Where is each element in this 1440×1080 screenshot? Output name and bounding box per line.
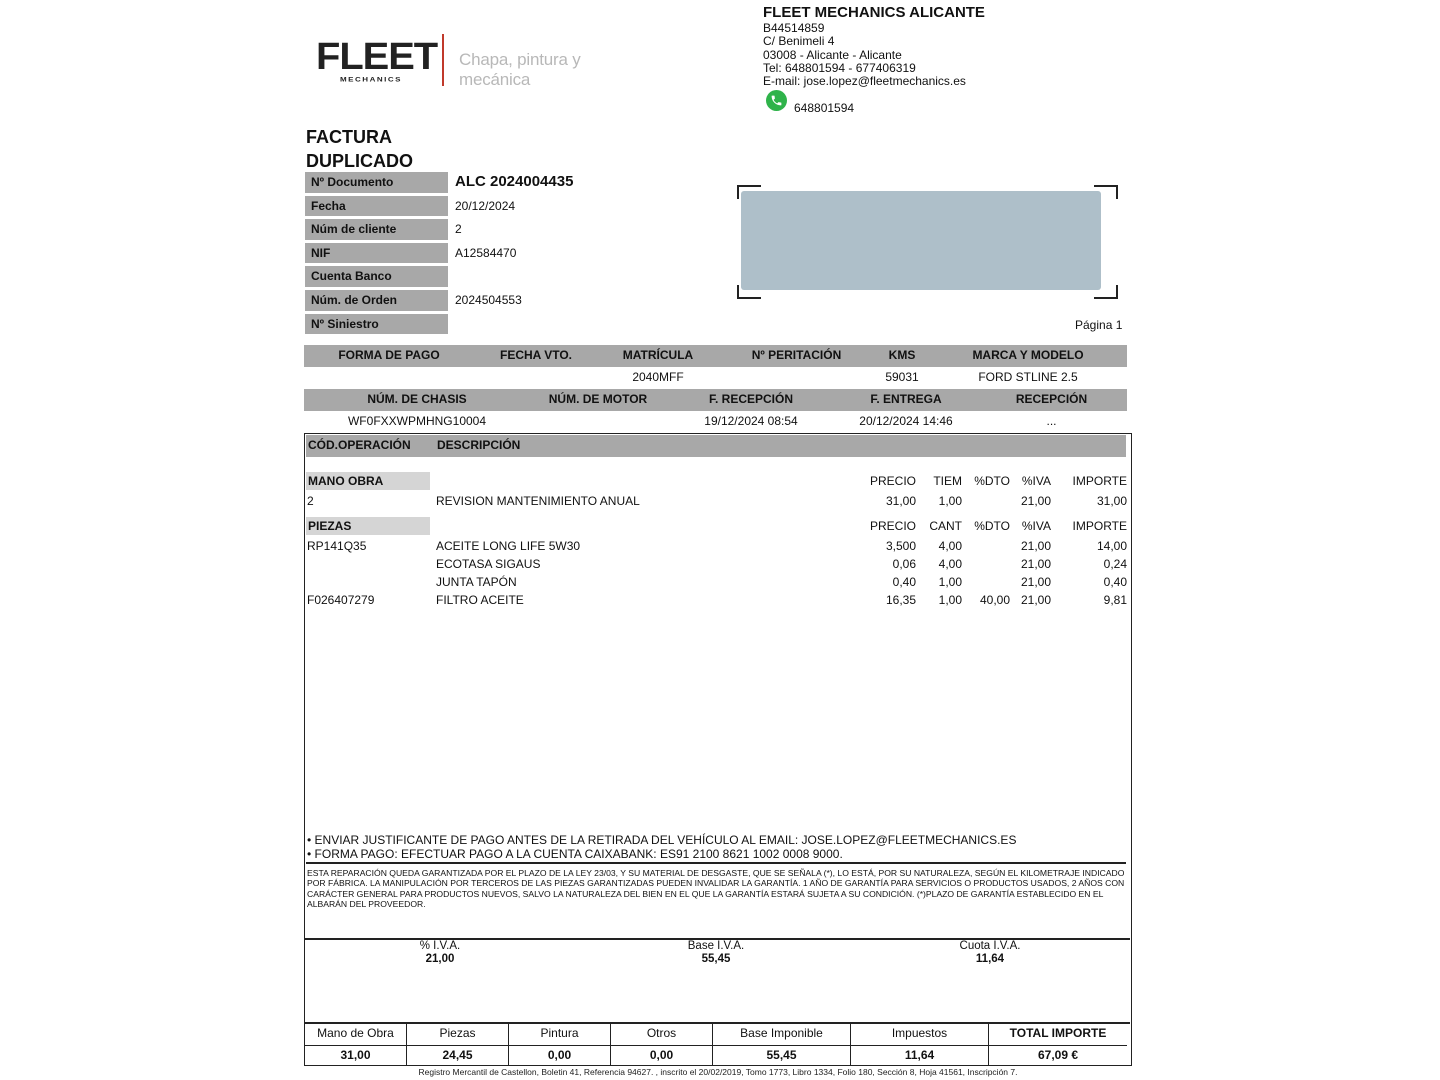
op-cant: 1,00	[938, 494, 962, 508]
total-base-imponible: 55,45	[713, 1045, 851, 1066]
invoice-meta-table	[305, 172, 735, 337]
col-cod-operacion: CÓD.OPERACIÓN	[308, 438, 411, 452]
peritacion-value	[718, 367, 875, 389]
meta-row-orden	[305, 290, 735, 314]
meta-value: A12584470	[455, 245, 517, 260]
meta-label: Nº Siniestro	[305, 314, 448, 338]
title-factura: FACTURA	[306, 127, 392, 147]
op-iva: 21,00	[1020, 557, 1051, 571]
op-desc: FILTRO ACEITE	[436, 593, 524, 607]
company-logo	[316, 38, 656, 94]
logo-brand: FLEET	[316, 36, 438, 78]
redacted-client-address	[741, 191, 1101, 290]
meta-label: Núm. de Orden	[305, 290, 448, 314]
client-address-frame	[737, 185, 1118, 299]
company-cif: B44514859	[763, 21, 825, 35]
col-header: RECEPCIÓN	[976, 389, 1127, 411]
total-otros: 0,00	[611, 1045, 713, 1066]
chasis-value: WF0FXXWPMHNG10004	[347, 414, 487, 428]
total-header: Mano de Obra	[305, 1024, 407, 1045]
kms-value: 59031	[885, 370, 919, 384]
col-header: Nº PERITACIÓN	[718, 345, 875, 367]
col-header: MATRÍCULA	[598, 345, 718, 367]
op-iva: 21,00	[1020, 539, 1051, 553]
col-header: FECHA VTO.	[474, 345, 598, 367]
op-importe: 9,81	[1103, 593, 1127, 607]
iva-percent-value: 21,00	[425, 953, 455, 965]
logo-tagline: Chapa, pintura y mecánica	[459, 50, 581, 89]
meta-row-nif	[305, 243, 735, 267]
whatsapp-icon	[766, 90, 787, 111]
iva-cuota-label: Cuota I.V.A.	[959, 940, 1021, 952]
op-precio: 0,40	[892, 575, 916, 589]
table-row	[305, 573, 1127, 591]
company-name: FLEET MECHANICS ALICANTE	[763, 4, 985, 21]
company-phone: Tel: 648801594 - 677406319	[763, 60, 916, 75]
col-importe: IMPORTE	[1072, 474, 1127, 488]
title-duplicado: DUPLICADO	[306, 151, 413, 171]
op-precio: 31,00	[885, 494, 916, 508]
total-importe: 67,09 €	[989, 1045, 1127, 1066]
mano-obra-headers	[305, 472, 1127, 490]
op-code: F026407279	[307, 593, 375, 607]
col-header: FORMA DE PAGO	[304, 345, 474, 367]
iva-percent-label: % I.V.A.	[419, 940, 461, 952]
col-iva: %IVA	[1021, 519, 1051, 533]
document-title	[306, 125, 413, 173]
op-code: RP141Q35	[307, 539, 367, 553]
op-desc: JUNTA TAPÓN	[436, 575, 517, 589]
op-cant: 1,00	[938, 593, 962, 607]
note-email: • ENVIAR JUSTIFICANTE DE PAGO ANTES DE LA RETIRADA DEL VEHÍCULO AL EMAIL: JOSE.LOPEZ@FLEETMECHANICS.ES	[307, 833, 1017, 847]
company-info	[763, 5, 985, 88]
meta-value: 2	[455, 222, 462, 237]
op-importe: 14,00	[1096, 539, 1127, 553]
op-desc: ACEITE LONG LIFE 5W30	[436, 539, 581, 553]
op-cant: 1,00	[938, 575, 962, 589]
total-mano-obra: 31,00	[305, 1045, 407, 1066]
section-piezas: PIEZAS	[306, 517, 430, 535]
op-precio: 0,06	[892, 557, 916, 571]
col-dto: %DTO	[974, 519, 1010, 533]
meta-value	[448, 314, 455, 338]
meta-row-documento	[305, 172, 735, 196]
divider	[306, 862, 1126, 864]
recepcion-value: ...	[1046, 414, 1057, 428]
col-header: MARCA Y MODELO	[929, 345, 1127, 367]
total-pintura: 0,00	[509, 1045, 611, 1066]
entrega-date-value: 20/12/2024 14:46	[859, 414, 953, 428]
total-impuestos: 11,64	[851, 1045, 989, 1066]
document-number: ALC 2024004435	[455, 173, 574, 190]
warranty-text: ESTA REPARACIÓN QUEDA GARANTIZADA POR EL PLAZO DE LA LEY 23/03, Y SU MATERIAL DE DESGASTE, QUE SE SEÑALA (*), LO ESTÁ, POR SU NATURALEZA, SEGÚN EL KILOMETRAJE INDICADO POR FÁBRICA. LA MANIPULACIÓN POR TERCEROS DE LAS PIEZAS GARANTIZADAS PUEDEN INVALIDAR LA GARANTÍA. 1 AÑO DE GARANTÍA PARA SERVICIOS O PRODUCTOS USADOS, 2 AÑOS CON CARÁCTER GENERAL PARA PRODUCTOS NUEVOS, SALVO LA NATURALEZA DEL BIEN EN EL QUE LA GARANTÍA ESTARÁ SUJETA A SU CONDICIÓN. (*)PLAZO DE GARANTÍA ESTABLECIDO EN EL ALBARÁN DEL PROVEEDOR.	[307, 868, 1125, 910]
meta-value: 20/12/2024	[455, 198, 516, 213]
operations-box	[304, 433, 1132, 1066]
col-cant: CANT	[929, 519, 962, 533]
meta-label: Nº Documento	[305, 172, 448, 196]
total-header: Impuestos	[851, 1024, 989, 1045]
meta-row-cliente	[305, 219, 735, 243]
meta-label: Cuenta Banco	[305, 266, 448, 290]
section-mano-obra: MANO OBRA	[306, 472, 430, 490]
col-precio: PRECIO	[869, 519, 916, 533]
company-email: E-mail: jose.lopez@fleetmechanics.es	[763, 74, 966, 89]
iva-base	[616, 940, 816, 966]
iva-base-value: 55,45	[701, 953, 731, 965]
op-importe: 31,00	[1096, 494, 1127, 508]
col-importe: IMPORTE	[1072, 519, 1127, 533]
op-cant: 4,00	[938, 539, 962, 553]
op-dto: 40,00	[979, 593, 1010, 607]
table-row	[305, 555, 1127, 573]
totals-table	[305, 1022, 1130, 1066]
meta-row-siniestro	[305, 314, 735, 338]
total-header: TOTAL IMPORTE	[1009, 1026, 1107, 1040]
meta-value: 2024504553	[455, 292, 522, 307]
op-code: 2	[307, 494, 314, 508]
piezas-headers	[305, 517, 1127, 535]
op-importe: 0,24	[1103, 557, 1127, 571]
op-importe: 0,40	[1103, 575, 1127, 589]
note-bank-account: • FORMA PAGO: EFECTUAR PAGO A LA CUENTA CAIXABANK: ES91 2100 8621 1002 0008 9000.	[307, 846, 843, 861]
vehicle-info-table-1	[304, 345, 1127, 389]
col-header: KMS	[875, 345, 929, 367]
meta-row-fecha	[305, 196, 735, 220]
col-header: F. RECEPCIÓN	[666, 389, 836, 411]
marca-modelo-value: FORD STLINE 2.5	[978, 370, 1078, 384]
col-tiem: TIEM	[933, 474, 962, 488]
total-header: Piezas	[407, 1024, 509, 1045]
col-precio: PRECIO	[869, 474, 916, 488]
registry-footer: Registro Mercantil de Castellon, Boletin 41, Referencia 94627. , inscrito el 20/02/2019, Tomo 1773, Libro 1334, Folio 180, Sección 8, Hoja 41561, Inscripción 7.	[418, 1067, 1018, 1077]
iva-cuota	[890, 940, 1090, 966]
iva-cuota-value: 11,64	[975, 953, 1005, 965]
page-number: Página 1	[1075, 318, 1123, 332]
whatsapp-number: 648801594	[794, 101, 855, 115]
logo-divider	[442, 34, 444, 86]
col-descripcion: DESCRIPCIÓN	[437, 438, 521, 452]
matricula-value: 2040MFF	[632, 370, 684, 384]
col-header: F. ENTREGA	[836, 389, 976, 411]
company-city: 03008 - Alicante - Alicante	[763, 47, 902, 62]
total-header: Otros	[611, 1024, 713, 1045]
meta-row-cuenta	[305, 266, 735, 290]
meta-value	[448, 266, 455, 290]
table-row	[305, 591, 1127, 609]
motor-value	[530, 411, 666, 433]
company-address: C/ Benimeli 4	[763, 34, 835, 49]
op-iva: 21,00	[1020, 593, 1051, 607]
iva-percent	[340, 940, 540, 966]
table-row	[305, 537, 1127, 555]
op-iva: 21,00	[1020, 575, 1051, 589]
meta-label: Núm de cliente	[305, 219, 448, 243]
payment-notes	[307, 834, 1127, 861]
forma-pago-value	[304, 367, 474, 389]
total-header: Base Imponible	[713, 1024, 851, 1045]
vehicle-info-table-2	[304, 389, 1127, 433]
col-dto: %DTO	[974, 474, 1010, 488]
meta-label: Fecha	[305, 196, 448, 220]
operations-header	[306, 435, 1126, 457]
op-desc: REVISION MANTENIMIENTO ANUAL	[436, 494, 640, 508]
col-iva: %IVA	[1021, 474, 1051, 488]
op-precio: 16,35	[885, 593, 916, 607]
total-piezas: 24,45	[407, 1045, 509, 1066]
col-header: NÚM. DE CHASIS	[304, 389, 530, 411]
meta-label: NIF	[305, 243, 448, 267]
total-header: Pintura	[509, 1024, 611, 1045]
op-precio: 3,500	[885, 539, 916, 553]
logo-subtitle: MECHANICS	[340, 76, 402, 84]
fecha-vto-value	[474, 367, 598, 389]
op-desc: ECOTASA SIGAUS	[436, 557, 541, 571]
op-cant: 4,00	[938, 557, 962, 571]
op-iva: 21,00	[1020, 494, 1051, 508]
col-header: NÚM. DE MOTOR	[530, 389, 666, 411]
table-row	[305, 492, 1127, 510]
recepcion-date-value: 19/12/2024 08:54	[704, 414, 798, 428]
iva-base-label: Base I.V.A.	[687, 940, 745, 952]
